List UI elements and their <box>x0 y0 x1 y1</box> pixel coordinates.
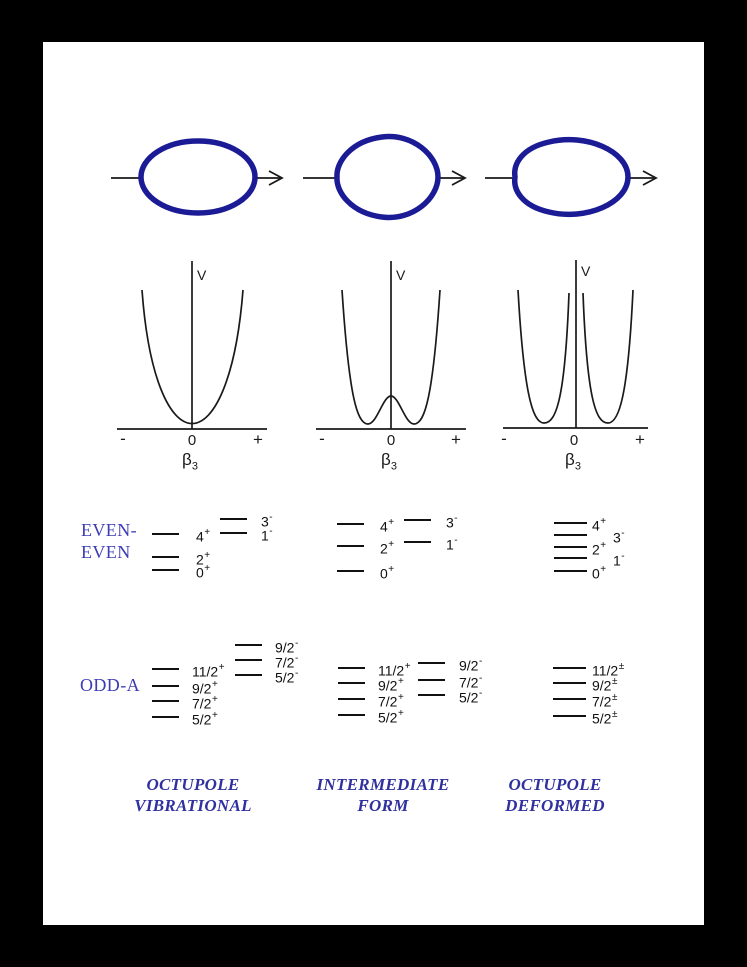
energy-level-label-col1-1m: 1- <box>261 526 273 544</box>
beta-subscript: 3 <box>191 460 198 473</box>
beta3-axis-label-1 <box>182 450 198 472</box>
energy-level-line-col3-3m <box>554 534 587 536</box>
beta3-axis-label-2 <box>381 450 397 472</box>
energy-level-label-col2-1m: 1- <box>446 535 458 553</box>
beta-minus-label-1: - <box>120 429 126 448</box>
caption-line2: VIBRATIONAL <box>134 796 252 815</box>
energy-level-line-col1-4p <box>152 533 179 535</box>
energy-level-line-col1-7_2p <box>152 700 179 702</box>
v-axis-label-1: V <box>197 267 207 283</box>
energy-level-line-col1-0p <box>152 569 179 571</box>
beta-subscript: 3 <box>390 460 397 473</box>
energy-level-label-col1-3m: 3- <box>261 512 273 530</box>
energy-level-line-col3-0p <box>554 570 587 572</box>
energy-level-line-col1-7_2m <box>235 659 262 661</box>
energy-level-label-col1-11_2p: 11/2+ <box>192 662 225 680</box>
energy-level-line-col3-7_2pm <box>553 698 586 700</box>
energy-level-label-col2-5_2m: 5/2- <box>459 688 483 706</box>
energy-level-label-col3-7_2pm: 7/2± <box>592 692 618 710</box>
v-axis-label-3: V <box>581 263 591 279</box>
energy-level-line-col1-11_2p <box>152 668 179 670</box>
beta3-axis-label-3 <box>565 450 581 472</box>
energy-level-line-col3-1m <box>554 557 587 559</box>
energy-level-label-col2-9_2p: 9/2+ <box>378 676 404 694</box>
row-label-odd-a: ODD-A <box>80 675 140 695</box>
energy-level-line-col2-5_2m <box>418 694 445 696</box>
energy-level-line-col2-4p <box>337 523 364 525</box>
beta-plus-label-2: + <box>451 430 461 449</box>
energy-level-line-col1-1m <box>220 532 247 534</box>
energy-level-line-col3-4p <box>554 522 587 524</box>
energy-level-line-col2-9_2p <box>338 682 365 684</box>
beta-minus-label-3: - <box>501 429 507 448</box>
energy-level-label-col1-7_2p: 7/2+ <box>192 694 218 712</box>
energy-level-line-col1-9_2m <box>235 644 262 646</box>
energy-level-line-col2-7_2m <box>418 679 445 681</box>
caption-line2: DEFORMED <box>505 796 605 815</box>
beta-symbol: β <box>182 450 192 469</box>
energy-level-label-col1-5_2m: 5/2- <box>275 668 299 686</box>
energy-level-label-col3-11_2pm: 11/2± <box>592 661 625 679</box>
energy-level-label-col2-7_2p: 7/2+ <box>378 692 404 710</box>
energy-level-label-col1-0p: 0+ <box>196 563 211 581</box>
energy-level-label-col1-9_2m: 9/2- <box>275 638 299 656</box>
row-label-even-even-line2: EVEN <box>81 542 131 562</box>
energy-level-label-col2-5_2p: 5/2+ <box>378 708 404 726</box>
energy-level-label-col3-0p: 0+ <box>592 564 607 582</box>
energy-level-line-col3-9_2pm <box>553 682 586 684</box>
energy-level-line-col1-2p <box>152 556 179 558</box>
energy-level-label-col3-5_2pm: 5/2± <box>592 709 618 727</box>
caption-octupole-deformed <box>435 774 675 816</box>
energy-level-label-col3-2p: 2+ <box>592 540 607 558</box>
energy-level-line-col3-5_2pm <box>553 715 586 717</box>
energy-level-label-col2-9_2m: 9/2- <box>459 656 483 674</box>
potential-curve-deep-left-well <box>518 290 569 423</box>
energy-level-label-col2-11_2p: 11/2+ <box>378 661 411 679</box>
beta-symbol: β <box>381 450 391 469</box>
energy-level-label-col1-9_2p: 9/2+ <box>192 679 218 697</box>
energy-level-label-col1-4p: 4+ <box>196 527 211 545</box>
energy-level-line-col1-5_2p <box>152 716 179 718</box>
beta-zero-label-3: 0 <box>569 432 579 449</box>
energy-level-label-col3-1m: 1- <box>613 551 625 569</box>
energy-level-line-col1-5_2m <box>235 674 262 676</box>
energy-level-line-col2-5_2p <box>338 714 365 716</box>
nucleus-shape-octupole-pear <box>515 140 628 215</box>
energy-level-line-col2-2p <box>337 545 364 547</box>
beta-symbol: β <box>565 450 575 469</box>
potential-plots-row <box>117 260 648 429</box>
energy-level-line-col1-3m <box>220 518 247 520</box>
energy-level-line-col2-3m <box>404 519 431 521</box>
energy-level-label-col3-9_2pm: 9/2± <box>592 676 618 694</box>
energy-level-label-col2-3m: 3- <box>446 513 458 531</box>
energy-level-line-col2-11_2p <box>338 667 365 669</box>
energy-level-label-col2-2p: 2+ <box>380 539 395 557</box>
v-axis-label-2: V <box>396 267 406 283</box>
beta-subscript: 3 <box>574 460 581 473</box>
energy-level-label-col2-4p: 4+ <box>380 517 395 535</box>
energy-level-label-col2-0p: 0+ <box>380 564 395 582</box>
energy-level-label-col1-2p: 2+ <box>196 550 211 568</box>
beta-plus-label-3: + <box>635 430 645 449</box>
energy-level-label-col1-7_2m: 7/2- <box>275 653 299 671</box>
nucleus-shape-ellipsoid <box>141 141 255 213</box>
caption-line2: FORM <box>357 796 409 815</box>
energy-level-label-col1-5_2p: 5/2+ <box>192 710 218 728</box>
caption-line1: OCTUPOLE <box>146 775 240 794</box>
beta-zero-label-2: 0 <box>386 432 396 449</box>
potential-curve-deep-right-well <box>583 290 633 423</box>
energy-level-label-col3-3m: 3- <box>613 528 625 546</box>
energy-level-line-col2-0p <box>337 570 364 572</box>
caption-line1: INTERMEDIATE <box>316 775 450 794</box>
beta-minus-label-2: - <box>319 429 325 448</box>
energy-level-line-col2-7_2p <box>338 698 365 700</box>
caption-line1: OCTUPOLE <box>508 775 602 794</box>
row-label-even-even-line1: EVEN- <box>81 520 137 540</box>
energy-level-line-col3-2p <box>554 546 587 548</box>
energy-level-line-col2-9_2m <box>418 662 445 664</box>
energy-level-line-col3-11_2pm <box>553 667 586 669</box>
beta-plus-label-1: + <box>253 430 263 449</box>
energy-level-line-col2-1m <box>404 541 431 543</box>
nucleus-shape-intermediate-pear <box>337 137 438 218</box>
energy-level-line-col1-9_2p <box>152 685 179 687</box>
beta-zero-label-1: 0 <box>187 432 197 449</box>
energy-level-label-col2-7_2m: 7/2- <box>459 673 483 691</box>
energy-level-label-col3-4p: 4+ <box>592 516 607 534</box>
